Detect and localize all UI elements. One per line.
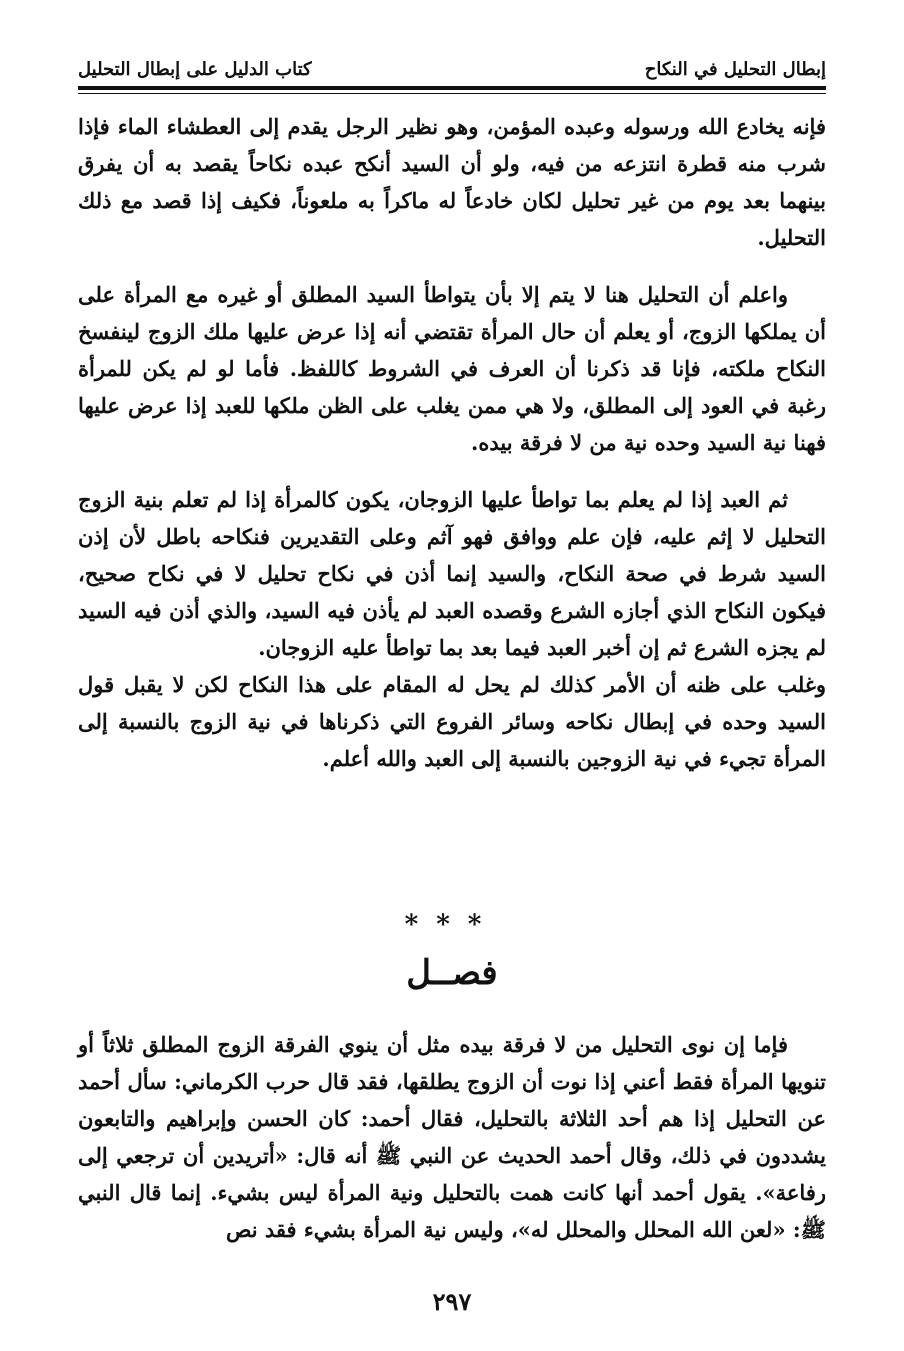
running-header [78, 44, 826, 80]
main-text [78, 108, 826, 797]
section-text [78, 1026, 826, 1248]
header-rule-thin [78, 93, 826, 94]
paragraph-4: وغلب على ظنه أن الأمر كذلك لم يحل له المقام على هذا النكاح لكن لا يقبل قول السيد وحده في إبطال نكاحه وسائر الفروع التي ذكرناها في نية الزوج بالنسبة إلى المرأة تجيء في نية الزوجين بالنسبة إلى العبد والله أعلم. [78, 672, 826, 771]
paragraph-1: فإنه يخادع الله ورسوله وعبده المؤمن، وهو نظير الرجل يقدم إلى العطشاء الماء فإذا شرب منه قطرة انتزعه من فيه، ولو أن السيد أنكح عبده نكاحاً يقصد به أن يفرق بينهما بعد يوم من غير تحليل لكان خادعاً له ماكراً به ملعوناً، فكيف إذا قصد مع ذلك التحليل. [78, 114, 826, 250]
header-right-title: إبطال التحليل في النكاح [644, 59, 826, 80]
paragraph-2: واعلم أن التحليل هنا لا يتم إلا بأن يتواطأ السيد المطلق أو غيره مع المرأة على أن يملكها الزوج، أو يعلم أن حال المرأة تقتضي أنه إذا عرض عليها ملك الزوج لينفسخ النكاح ملكته، فإنا قد ذكرنا أن العرف في الشروط كاللفظ. فأما لو لم يكن للمرأة رغبة في العود إلى المطلق، ولا هي ممن يغلب على الظن ملكها للعبد إذا عرض عليها فهنا نية السيد وحده نية من لا فرقة بيده. [78, 282, 826, 455]
section-title: فصــل [406, 953, 498, 993]
page-number: ٢٩٧ [432, 1287, 472, 1316]
section-paragraph: فإما إن نوى التحليل من لا فرقة بيده مثل أن ينوي الفرقة الزوج المطلق ثلاثاً أو تنويها المرأة فقط أعني إذا نوت أن الزوج يطلقها، فقد قال حرب الكرماني: سأل أحمد عن التحليل إذا هم أحد الثلاثة بالتحليل، فقال أحمد: كان الحسن وإبراهيم والتابعون يشددون في ذلك، وقال أحمد الحديث عن النبي ﷺ أنه قال: «أتريدين أن ترجعي إلى رفاعة». يقول أحمد أنها كانت همت بالتحليل ونية المرأة ليس بشيء. إنما قال النبي ﷺ: «لعن الله المحلل والمحلل له»، وليس نية المرأة بشيء فقد نص [78, 1032, 826, 1242]
paragraph-3: ثم العبد إذا لم يعلم بما تواطأ عليها الزوجان، يكون كالمرأة إذا لم تعلم بنية الزوج التحليل لا إثم عليه، فإن علم ووافق فهو آثم وعلى التقديرين فنكاحه باطل لأن إذن السيد شرط في صحة النكاح، والسيد إنما أذن في نكاح تحليل لا في نكاح صحيح، فيكون النكاح الذي أجازه الشرع وقصده العبد لم يأذن فيه السيد، والذي أذن فيه السيد لم يجزه الشرع ثم إن أخبر العبد فيما بعد بما تواطأ عليه الزوجان. [78, 487, 826, 660]
header-left-title: كتاب الدليل على إبطال التحليل [78, 59, 312, 80]
separator-stars: *** [404, 910, 500, 940]
header-rule-thick [78, 86, 826, 90]
